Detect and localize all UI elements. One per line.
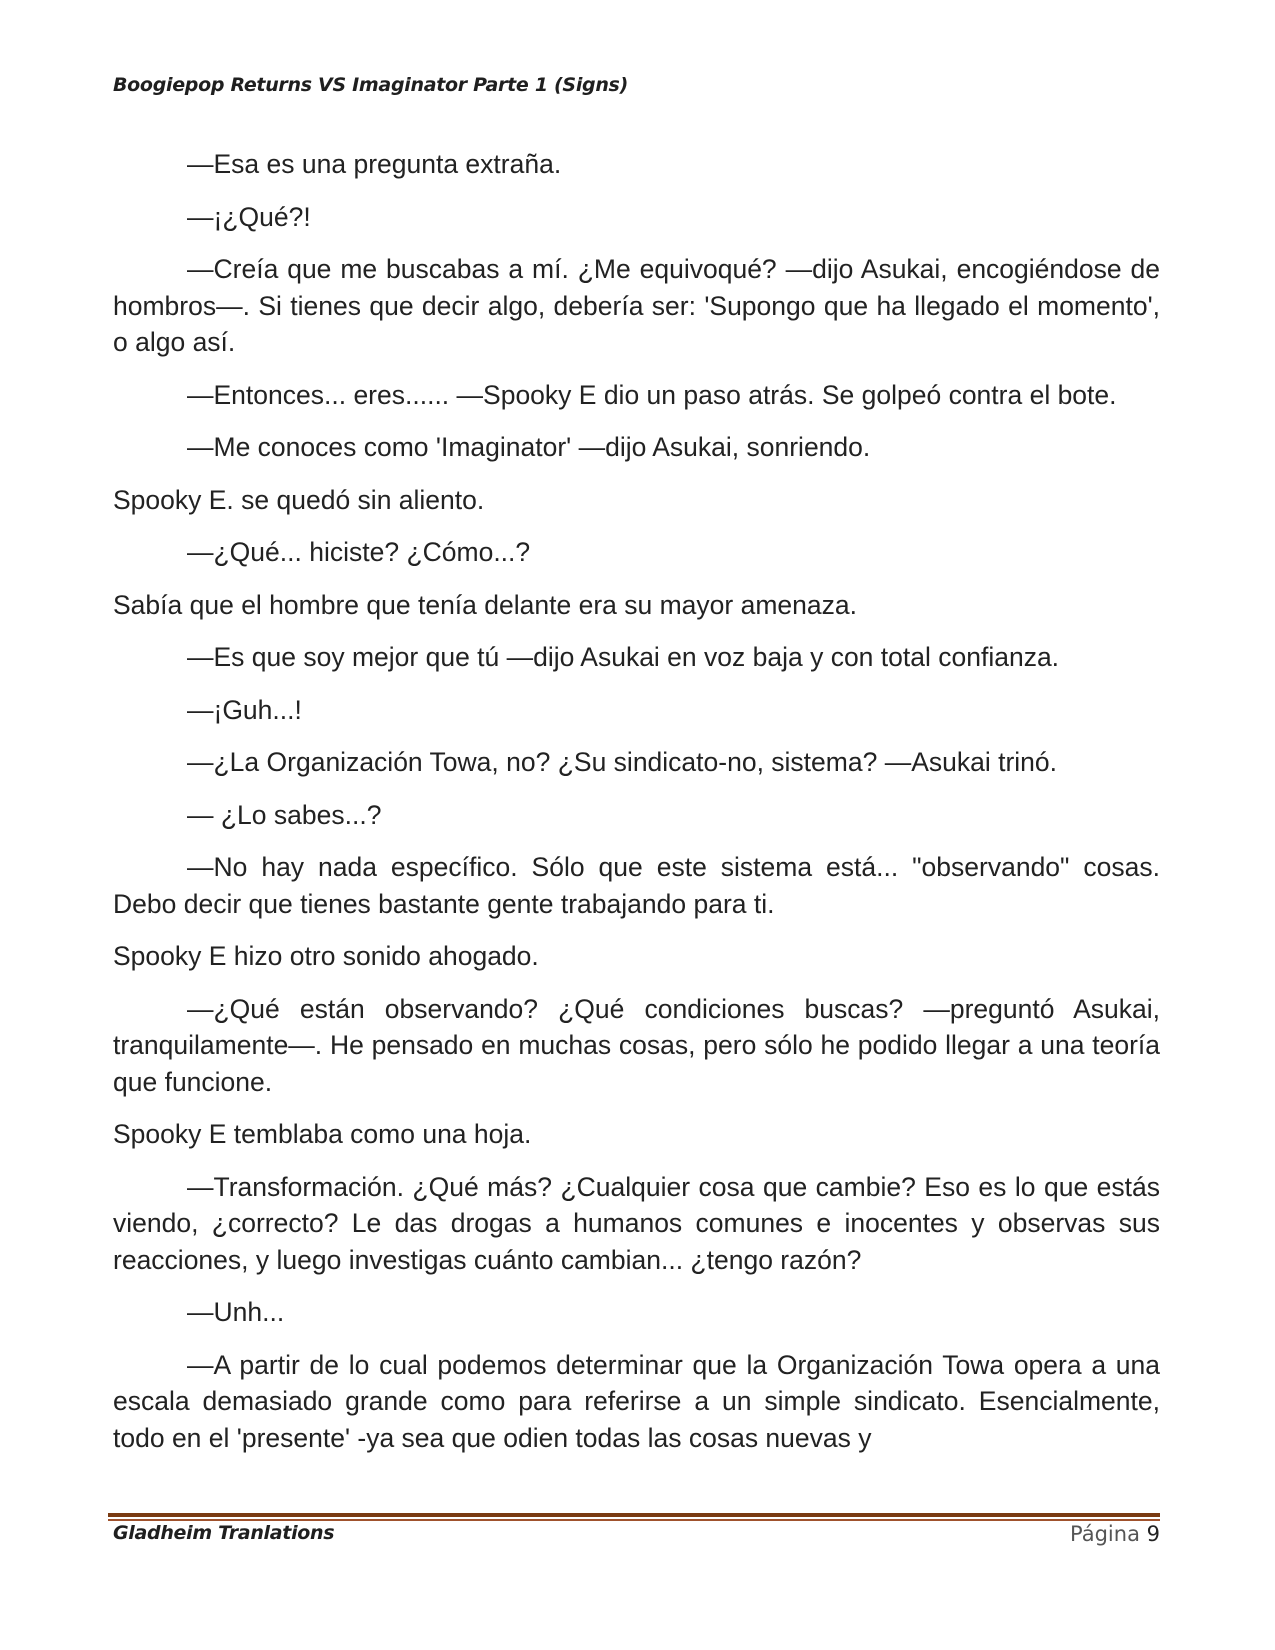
body-text [113,146,1160,1472]
paragraph: —No hay nada específico. Sólo que este sistema está... "observando" cosas. Debo decir que tienes bastante gente trabajando para ti. [113,852,1160,919]
paragraph: —Unh... [187,1297,285,1327]
paragraph: — ¿Lo sabes...? [187,799,382,830]
paragraph: —¿Qué están observando? ¿Qué condiciones buscas? —preguntó Asukai, tranquilamente—. He pensado en muchas cosas, pero sólo he podido llegar a una teoría que funcione. [113,993,1160,1097]
footer-translator: Gladheim Tranlations [113,1522,335,1544]
paragraph: —¡Guh...! [187,694,302,725]
page-number-value: 9 [1146,1522,1160,1546]
paragraph: Spooky E hizo otro sonido ahogado. [113,941,539,971]
paragraph: —Entonces... eres...... —Spooky E dio un paso atrás. Se golpeó contra el bote. [187,379,1117,410]
page-header-title: Boogiepop Returns VS Imaginator Parte 1 (Signs) [113,74,628,96]
paragraph: —Me conoces como 'Imaginator' —dijo Asukai, sonriendo. [187,432,871,462]
paragraph: Spooky E. se quedó sin aliento. [113,484,485,515]
footer-rule-thin [108,1519,1160,1521]
paragraph: —Transformación. ¿Qué más? ¿Cualquier cosa que cambie? Eso es lo que estás viendo, ¿correcto? Le das drogas a humanos comunes e inocentes y observas sus reacciones, y luego investigas cuánto cambian... ¿tengo razón? [113,1171,1160,1275]
paragraph: —¿La Organización Towa, no? ¿Su sindicato-no, sistema? —Asukai trinó. [187,747,1058,777]
page-number [1070,1522,1160,1546]
paragraph: —A partir de lo cual podemos determinar que la Organización Towa opera a una escala demasiado grande como para referirse a un simple sindicato. Esencialmente, todo en el 'presente' -ya sea que odien todas las cosas nuevas y [113,1349,1160,1453]
paragraph: —Esa es una pregunta extraña. [187,149,562,179]
paragraph: —Es que soy mejor que tú —dijo Asukai en voz baja y con total confianza. [187,642,1060,672]
paragraph: —¿Qué... hiciste? ¿Cómo...? [187,537,531,567]
page-label: Página [1070,1522,1140,1546]
paragraph: Sabía que el hombre que tenía delante era su mayor amenaza. [113,589,857,620]
footer-rule [108,1513,1160,1517]
paragraph: Spooky E temblaba como una hoja. [113,1119,532,1149]
paragraph: —¡¿Qué?! [187,201,311,232]
paragraph: —Creía que me buscabas a mí. ¿Me equivoqué? —dijo Asukai, encogiéndose de hombros—. Si tienes que decir algo, debería ser: 'Supongo que ha llegado el momento', o algo así. [113,254,1160,357]
